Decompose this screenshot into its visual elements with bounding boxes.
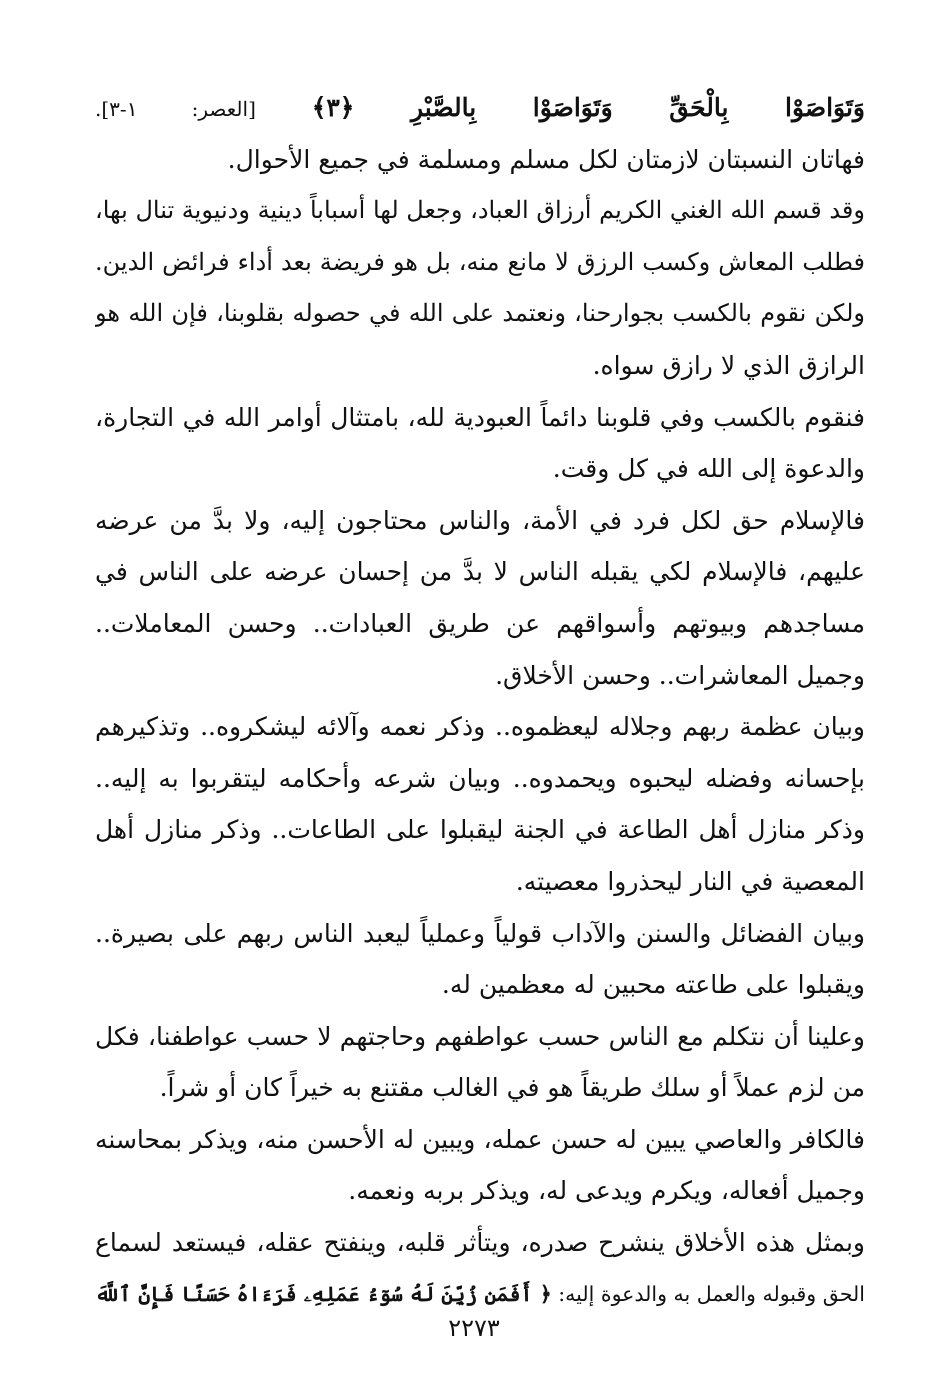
- text-line-12: وجميل المعاشرات.. وحسن الأخلاق.: [495, 660, 865, 690]
- text-line-18: ويقبلوا على طاعته محبين له معظمين له.: [441, 970, 865, 1000]
- text-line-22: وجميل أفعاله، ويكرم ويدعى له، ويذكر بربه ونعمه.: [348, 1176, 865, 1206]
- text-line-23: وبمثل هذه الأخلاق ينشرح صدره، ويتأثر قلبه، وينفتح عقله، فيستعد لسماع: [95, 1228, 865, 1258]
- text-line-15: وذكر منازل أهل الطاعة في الجنة ليقبلوا على الطاعات.. وذكر منازل أهل: [95, 815, 865, 845]
- text-line-4: فطلب المعاش وكسب الرزق لا مانع منه، بل هو فريضة بعد أداء فرائض الدين.: [95, 247, 865, 276]
- text-line-14: بإحسانه وفضله ليحبوه ويحمدوه.. وبيان شرعه وأحكامه ليتقربوا به إليه..: [95, 763, 865, 793]
- text-line-17: وبيان الفضائل والسنن والآداب قولياً وعملياً ليعبد الناس ربهم على بصيرة..: [95, 918, 865, 948]
- text-line-9: فالإسلام حق لكل فرد في الأمة، والناس محتاجون إليه، ولا بدَّ من عرضه: [95, 505, 865, 535]
- text-line-10: عليهم، فالإسلام لكي يقبله الناس لا بدَّ من إحسان عرضه على الناس في: [95, 557, 865, 587]
- verse-reference: [العصر: ١-٣].: [95, 97, 256, 121]
- quran-verse: ﴿ أَفَمَن زُيِّنَ لَهُ سُوٓءُ عَمَلِهِۦ فَرَءَاهُ حَسَنًا فَإِنَّ ٱللَّهَ: [95, 1281, 552, 1306]
- body-text: [95, 82, 865, 1320]
- text-line-20: من لزم عملاً أو سلك طريقاً هو في الغالب مقتنع به خيراً كان أو شراً.: [159, 1073, 865, 1103]
- quran-verse: وَتَوَاصَوْا بِالْحَقِّ وَتَوَاصَوْا بِالصَّبْرِ ﴿٣﴾: [311, 93, 865, 122]
- text-line-16: المعصية في النار ليحذروا معصيته.: [515, 866, 865, 896]
- text-line-24: [95, 1269, 865, 1321]
- text-line-2: فهاتان النسبتان لازمتان لكل مسلم ومسلمة في جميع الأحوال.: [227, 144, 865, 174]
- text-line-11: مساجدهم وبيوتهم وأسواقهم عن طريق العبادات.. وحسن المعاملات..: [95, 608, 865, 638]
- text-line-1: [95, 82, 865, 134]
- text-line-5: ولكن نقوم بالكسب بجوارحنا، ونعتمد على الله في حصوله بقلوبنا، فإن الله هو: [95, 299, 865, 328]
- text-line-19: وعلينا أن نتكلم مع الناس حسب عواطفهم وحاجتهم لا حسب عواطفنا، فكل: [95, 1021, 865, 1051]
- text-line-8: والدعوة إلى الله في كل وقت.: [552, 454, 865, 484]
- text-line-6: الرازق الذي لا رازق سواه.: [592, 350, 865, 380]
- text-line-13: وبيان عظمة ربهم وجلاله ليعظموه.. وذكر نعمه وآلائه ليشكروه.. وتذكيرهم: [95, 712, 865, 742]
- text-line-3: وقد قسم الله الغني الكريم أرزاق العباد، وجعل لها أسباباً دينية ودنيوية تنال بها،: [95, 196, 865, 225]
- page-number: ٢٢٧٣: [448, 1314, 500, 1342]
- text-line-21: فالكافر والعاصي يبين له حسن عمله، ويبين له الأحسن منه، ويذكر بمحاسنه: [95, 1124, 865, 1154]
- text-line-7: فنقوم بالكسب وفي قلوبنا دائماً العبودية لله، بامتثال أوامر الله في التجارة،: [95, 402, 865, 432]
- line-text: الحق وقبوله والعمل به والدعوة إليه:: [551, 1281, 865, 1306]
